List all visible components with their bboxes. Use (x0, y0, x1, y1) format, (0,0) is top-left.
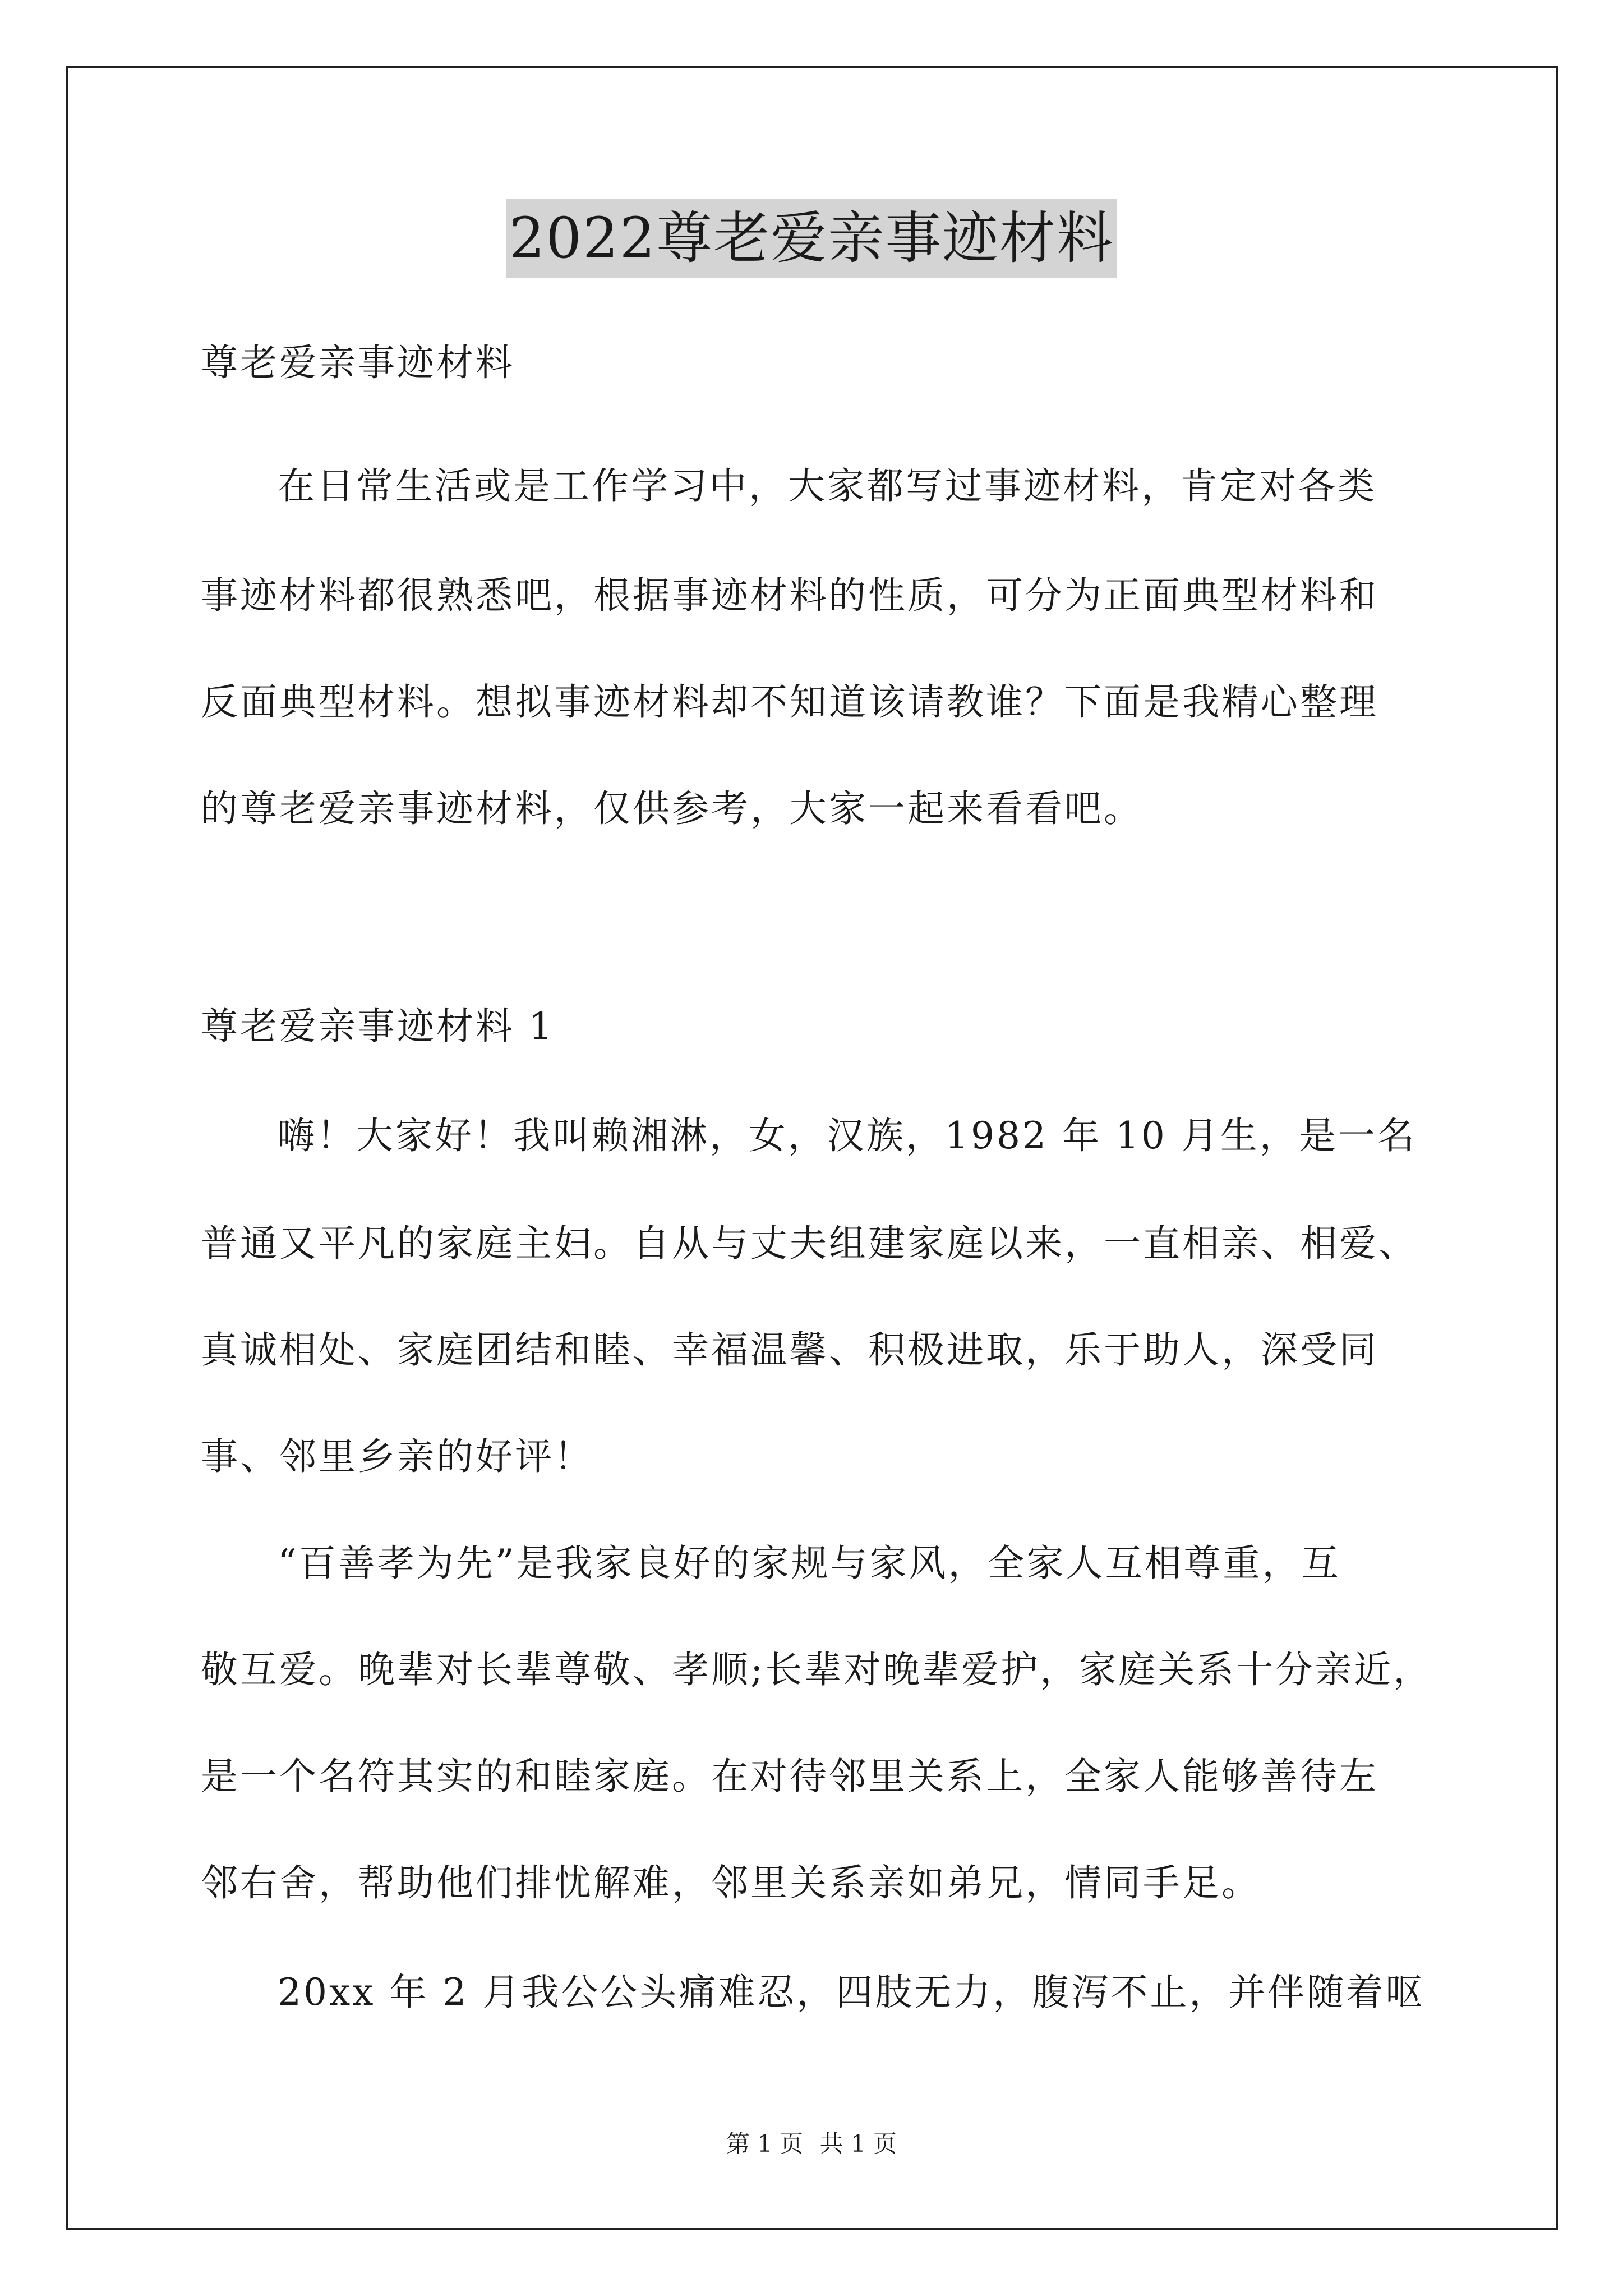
paragraph-line: 在日常生活或是工作学习中，大家都写过事迹材料，肯定对各类 (278, 464, 1377, 508)
paragraph-line: 事、邻里乡亲的好评！ (201, 1435, 593, 1478)
page-footer (0, 2127, 1623, 2161)
paragraph-line: 敬互爱。晚辈对长辈尊敬、孝顺;长辈对晚辈爱护，家庭关系十分亲近， (201, 1648, 1433, 1691)
paragraph-line: “百善孝为先”是我家良好的家规与家风，全家人互相尊重，互 (278, 1542, 1341, 1585)
paragraph-line: 事迹材料都很熟悉吧，根据事迹材料的性质，可分为正面典型材料和 (201, 574, 1378, 617)
paragraph-line: 20xx 年 2 月我公公头痛难忍，四肢无力，腹泻不止，并伴随着呕 (278, 1971, 1425, 2014)
document-title: 2022尊老爱亲事迹材料 (506, 199, 1118, 278)
paragraph-line: 的尊老爱亲事迹材料，仅供参考，大家一起来看看吧。 (201, 787, 1143, 830)
paragraph-line: 反面典型材料。想拟事迹材料却不知道该请教谁？下面是我精心整理 (201, 680, 1378, 724)
page-total: 共 1 页 (819, 2130, 897, 2157)
paragraph-line: 邻右舍，帮助他们排忧解难，邻里关系亲如弟兄，情同手足。 (201, 1861, 1261, 1904)
title-container (0, 199, 1623, 278)
section-heading: 尊老爱亲事迹材料 (201, 341, 515, 384)
paragraph-line: 是一个名符其实的和睦家庭。在对待邻里关系上，全家人能够善待左 (201, 1755, 1378, 1798)
section-heading: 尊老爱亲事迹材料 1 (201, 1005, 555, 1048)
paragraph-line: 普通又平凡的家庭主妇。自从与丈夫组建家庭以来，一直相亲、相爱、 (201, 1222, 1418, 1265)
page-number: 第 1 页 (726, 2130, 804, 2157)
paragraph-line: 真诚相处、家庭团结和睦、幸福温馨、积极进取，乐于助人，深受同 (201, 1328, 1378, 1372)
paragraph-line: 嗨！大家好！我叫赖湘淋，女，汉族，1982 年 10 月生，是一名 (278, 1114, 1417, 1157)
